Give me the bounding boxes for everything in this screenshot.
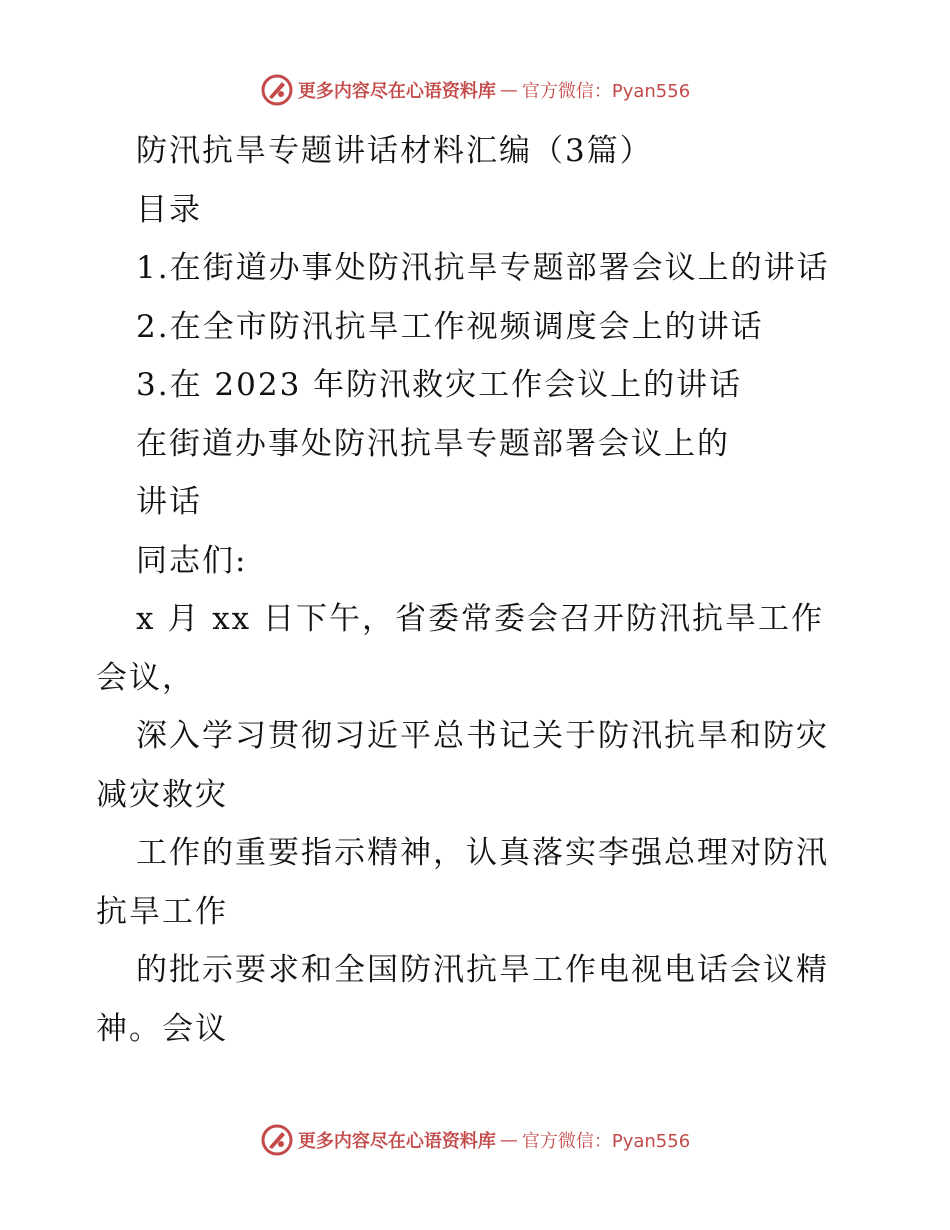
body-line: 神。会议 [96, 1010, 228, 1047]
body-line: 减灾救灾 [96, 776, 228, 813]
watermark-banner-top [0, 70, 950, 110]
document-title: 防汛抗旱专题讲话材料汇编（3篇） [136, 133, 653, 169]
toc-item: 1.在街道办事处防汛抗旱专题部署会议上的讲话 [136, 250, 830, 286]
document-body [96, 122, 866, 1058]
watermark-banner-bottom [0, 1120, 950, 1160]
watermark-text: 更多内容尽在心语资料库 [297, 1131, 496, 1152]
section-title: 在街道办事处防汛抗旱专题部署会议上的 [136, 425, 730, 462]
watermark-wechat: 官方微信：Pyan556 [521, 1131, 691, 1152]
watermark-text: 更多内容尽在心语资料库 [297, 81, 496, 102]
body-line: 深入学习贯彻习近平总书记关于防汛抗旱和防灾 [136, 718, 829, 754]
greeting: 同志们: [136, 542, 248, 579]
toc-heading: 目录 [136, 191, 202, 228]
body-line: 抗旱工作 [96, 893, 228, 930]
body-line: x 月 xx 日下午，省委常委会召开防汛抗旱工作 [136, 601, 825, 637]
logo-icon [260, 73, 294, 107]
body-line: 会议， [96, 659, 195, 696]
watermark-wechat: 官方微信：Pyan556 [521, 81, 691, 102]
body-line: 的批示要求和全国防汛抗旱工作电视电话会议精 [136, 952, 829, 988]
watermark-separator: — [499, 1129, 518, 1151]
toc-item: 3.在 2023 年防汛救灾工作会议上的讲话 [136, 367, 743, 403]
body-line: 工作的重要指示精神，认真落实李强总理对防汛 [136, 835, 829, 871]
watermark-separator: — [499, 79, 518, 101]
logo-icon [260, 1123, 294, 1157]
toc-item: 2.在全市防汛抗旱工作视频调度会上的讲话 [136, 308, 764, 345]
section-title-continued: 讲话 [136, 484, 202, 520]
